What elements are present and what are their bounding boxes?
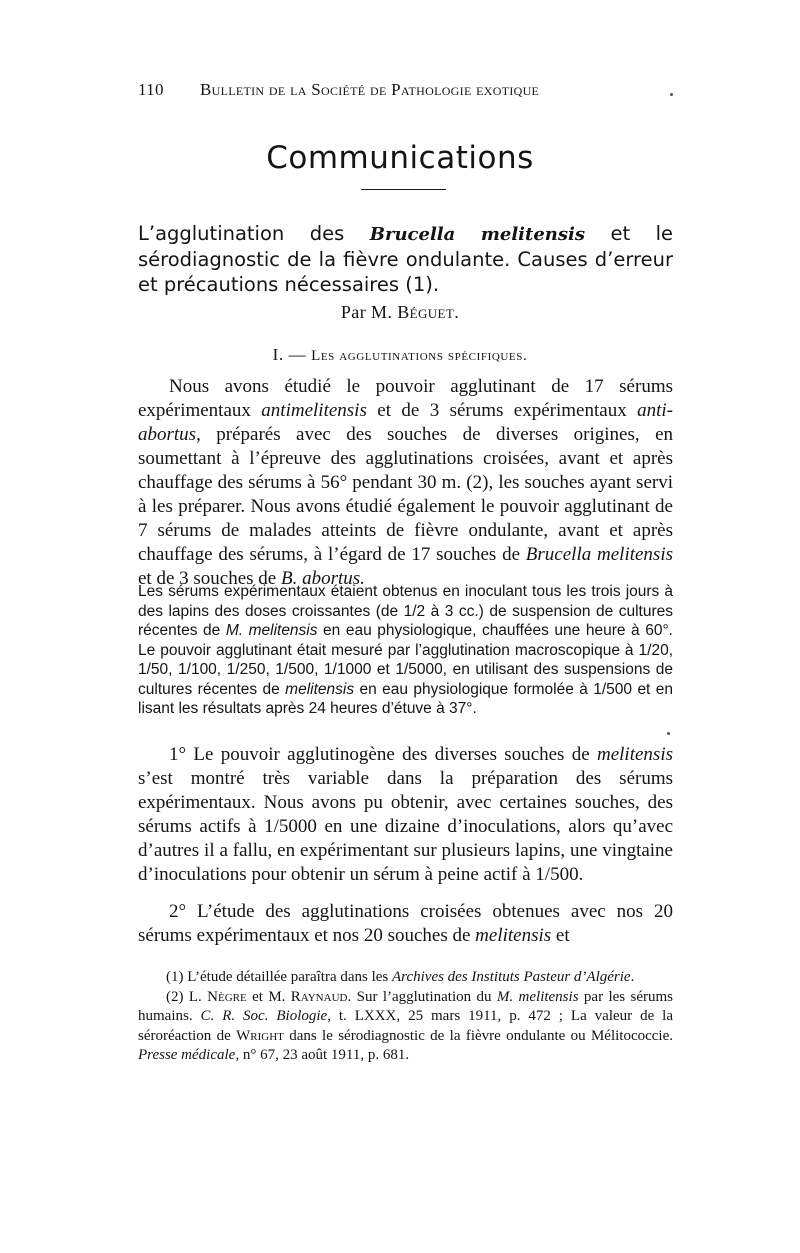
footnote-2 xyxy=(138,988,673,1066)
italic-run: melitensis xyxy=(285,680,355,698)
italic-run: anti-abortus xyxy=(138,400,673,445)
article-title-species: Brucella melitensis xyxy=(369,224,585,245)
text-run: en eau physiologique formolée à 1/500 et en lisant les résultats après 24 heures d’étuve à 37°. xyxy=(138,680,673,717)
text-run: en eau physiologique, chauffées une heure à 60°. Le pouvoir agglutinant était mesuré par l’agglutination macroscopique à 1/20, 1/50, 1/100, 1/250, 1/500, 1/1000 et 1/5000, en utilisant des suspensions de cultures récentes de xyxy=(138,622,673,698)
methods-note xyxy=(138,582,673,719)
byline-prefix: Par M. xyxy=(340,302,398,322)
text-run: 1° Le pouvoir agglutinogène des diverses souches de xyxy=(169,744,597,765)
text-run: et xyxy=(551,925,570,946)
text-run: dans le sérodiagnostic de la fièvre ondulante ou Mélitococcie. xyxy=(283,1027,674,1044)
text-run: et M. xyxy=(246,988,291,1005)
text-run: Nous avons étudié le pouvoir agglutinant de 17 sérums expérimentaux xyxy=(138,376,673,421)
journal-title: Bulletin de la Société de Pathologie exotique xyxy=(200,80,540,99)
section-numeral: I. — xyxy=(272,345,312,364)
article-title xyxy=(138,221,673,297)
italic-run: melitensis xyxy=(597,744,673,765)
author-name: Nègre xyxy=(207,988,247,1005)
text-run: par les sérums humains. xyxy=(138,988,673,1024)
text-run: (1) L’étude détaillée paraîtra dans les xyxy=(166,969,393,985)
author-name: Wright xyxy=(236,1027,284,1044)
section-heading-text: Les agglutinations spécifiques. xyxy=(311,348,528,364)
italic-run: M. melitensis xyxy=(496,988,579,1005)
section-title: Communications xyxy=(266,140,534,176)
text-run: et de 3 souches de xyxy=(138,568,281,589)
text-run: Les sérums expérimentaux étaient obtenus en inoculant tous les trois jours à des lapins des doses croissantes (de 1/2 à 3 cc.) de suspension de cultures récentes de xyxy=(138,583,673,639)
text-run: s’est montré très variable dans la préparation des sérums expérimentaux. Nous avons pu obtenir, avec certaines souches, des sérums actifs à 1/5000 en une dizaine d’inoculations, alors qu’avec d’autres il a fallu, en expérimentant sur plusieurs lapins, une vingtaine d’inoculations pour obtenir un sérum à peine actif à 1/500. xyxy=(138,768,673,885)
section-heading xyxy=(0,345,800,365)
text-run: 2° L’étude des agglutinations croisées obtenues avec nos 20 sérums expérimentaux et nos 20 souches de xyxy=(138,901,673,946)
author-name: Raynaud. xyxy=(290,988,352,1005)
text-run: (2) L. xyxy=(166,988,208,1005)
italic-run: Presse médicale xyxy=(138,1047,236,1063)
italic-run: Brucella melitensis xyxy=(525,544,673,565)
paragraph-point-2 xyxy=(138,900,673,948)
text-run: . xyxy=(630,969,635,985)
italic-run: C. R. Soc. Biologie xyxy=(200,1008,328,1024)
italic-run: melitensis xyxy=(475,925,552,946)
article-title-end: et le sérodiagnostic de la fièvre ondulante. Causes d’erreur et précautions nécessaires (1). xyxy=(138,222,673,296)
byline xyxy=(0,302,800,323)
paragraph-point-1 xyxy=(138,743,673,887)
text-run: , préparés avec des souches de diverses origines, en soumettant à l’épreuve des agglutinations croisées, avant et après chauffage des sérums à 56° pendant 30 m. (2), les souches ayant servi à les préparer. Nous avons étudié également le pouvoir agglutinant de 7 sérums de malades atteints de fièvre ondulante, avant et après chauffage des sérums, à l’égard de 17 souches de xyxy=(138,424,673,565)
page-number: 110 xyxy=(138,80,164,99)
footnotes xyxy=(138,968,673,1066)
italic-run: Archives des Instituts Pasteur d’Algérie xyxy=(392,969,631,985)
article-title-start: L’agglutination des xyxy=(138,222,370,245)
text-run: , t. LXXX, 25 mars 1911, p. 472 ; La valeur de la séroréaction de xyxy=(138,1008,673,1044)
text-run: et de 3 sérums expérimentaux xyxy=(366,400,638,421)
italic-run: B. abortus. xyxy=(280,568,365,589)
title-divider xyxy=(361,189,446,190)
author-name: Béguet. xyxy=(397,302,460,322)
print-speck xyxy=(670,93,673,96)
text-run: , n° 67, 23 août 1911, p. 681. xyxy=(235,1047,410,1063)
paragraph-intro xyxy=(138,375,673,591)
text-run: Sur l’agglutination du xyxy=(351,988,497,1005)
italic-run: M. melitensis xyxy=(225,622,318,639)
italic-run: antimelitensis xyxy=(261,400,367,421)
footnote-1 xyxy=(138,968,673,988)
print-speck xyxy=(667,732,670,735)
